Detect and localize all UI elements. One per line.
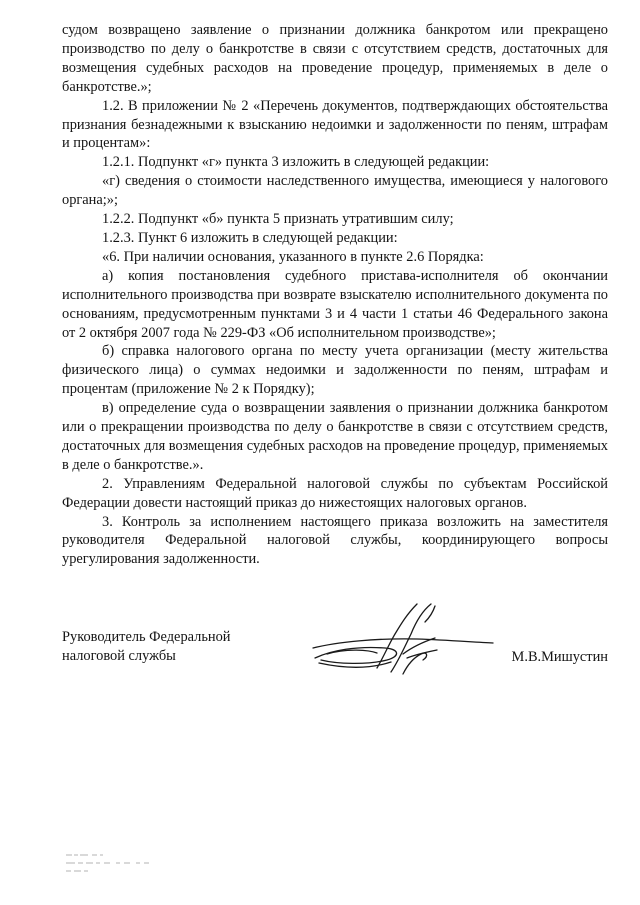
faint-registration-stamp [64,848,174,878]
signature-block [62,628,608,688]
signatory-title-line-1: Руководитель Федеральной [62,629,231,645]
paragraph-3: 3. Контроль за исполнением настоящего приказа возложить на заместителя руководителя Федеральной налоговой службы, координирующего вопросы урегулирования задолженности. [62,513,608,568]
paragraph-item-a: а) копия постановления судебного пристава-исполнителя об окончании исполнительного производства при возврате взыскателю исполнительного документа по основаниям, предусмотренным пунктами 3 и 4 части 1 статьи 46 Федерального закона от 2 октября 2007 года № 229-ФЗ «Об исполнительном производстве»; [62,267,608,341]
paragraph-item-v: в) определение суда о возвращении заявления о признании должника банкротом или о прекращении производства по делу о банкротстве в связи с отсутствием средств, достаточных для возмещения судебных расходов на проведение процедур, применяемых в деле о банкротстве.». [62,400,608,473]
paragraph-point-6: «6. При наличии основания, указанного в пункте 2.6 Порядка: [102,248,484,265]
paragraph-subpoint-g: «г) сведения о стоимости наследственного имущества, имеющиеся у налогового органа;»; [62,173,608,209]
signatory-title [62,628,302,666]
document-body [62,21,608,569]
paragraph-1-2-2: 1.2.2. Подпункт «б» пункта 5 признать утратившим силу; [102,211,454,228]
paragraph-1-2-1: 1.2.1. Подпункт «г» пункта 3 изложить в следующей редакции: [102,154,490,171]
paragraph-1-2: 1.2. В приложении № 2 «Перечень документов, подтверждающих обстоятельства признания безнадежными к взысканию недоимки и задолженности по пеням, штрафам и процентам»: [62,97,608,152]
signatory-name: М.В.Мишустин [511,649,608,665]
paragraph-1-2-3: 1.2.3. Пункт 6 изложить в следующей редакции: [102,229,398,246]
signatory-title-line-2: налоговой службы [62,647,176,664]
paragraph-2: 2. Управлениям Федеральной налоговой службы по субъектам Российской Федерации довести настоящий приказ до нижестоящих налоговых органов. [62,475,608,511]
handwritten-signature [307,598,497,684]
paragraph-continuation: судом возвращено заявление о признании должника банкротом или прекращено производство по делу о банкротстве в связи с отсутствием средств, достаточных для возмещения судебных расходов на проведение процедур, применяемых в деле о банкротстве.»; [62,22,608,95]
paragraph-item-b: б) справка налогового органа по месту учета организации (месту жительства физического лица) о суммах недоимки и задолженности по пеням, штрафам и процентам (приложение № 2 к Порядку); [62,343,608,398]
